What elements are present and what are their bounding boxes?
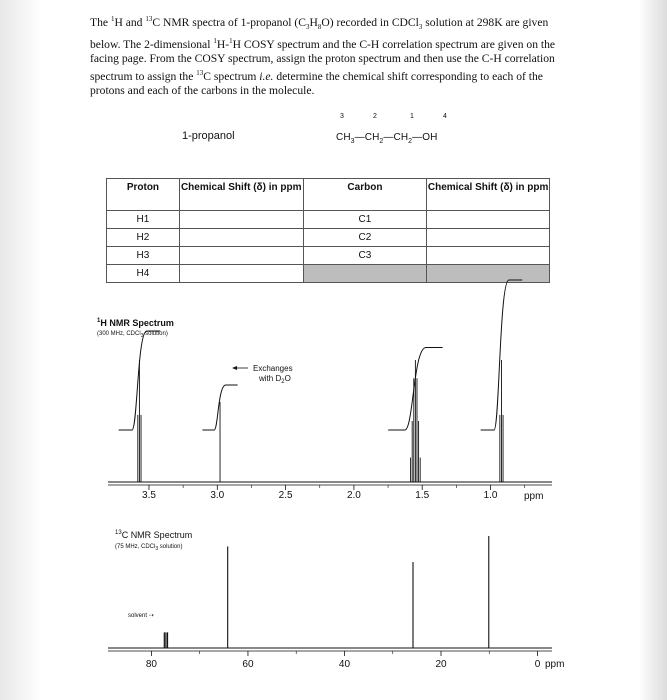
- molecule-formula: $CH_3—CH_2—CH_2—OH$: [336, 132, 438, 145]
- atom-number-3: 3: [340, 113, 344, 120]
- h-tick-label: 1.0: [483, 490, 498, 501]
- atom-number-2: 2: [373, 113, 377, 120]
- proton-cell: H3: [107, 247, 180, 265]
- h-tick-label: 2.0: [346, 490, 361, 501]
- proton-cell: H4: [107, 265, 180, 283]
- carbon-cell: C2: [303, 229, 427, 247]
- arrow-icon: ⇢: [148, 613, 154, 619]
- atom-number-1: 1: [410, 113, 414, 120]
- header-proton: Proton: [107, 179, 180, 211]
- c-nmr-axis: [108, 648, 564, 670]
- c-tick-label: 80: [145, 659, 157, 670]
- h-axis-unit: ppm: [524, 491, 544, 502]
- carbon-cell: C3: [303, 247, 427, 265]
- atom-number-4: 4: [443, 113, 447, 120]
- intro-paragraph: The $^1$H and $^{13}$C NMR spectra of 1-propanol $(C_3H_8O)$ recorded in CDCl$_3$ solution at 298K are given below. The 2-dimensional $^1$H-$^1$H COSY spectrum and the C-H correlation spectrum are given on the facing page. From the COSY spectrum, assign the proton spectrum and then use the C-H correlation spectrum to assign the $^{13}$C spectrum i.e. determine the chemical shift corresponding to each of the protons and each of the carbons in the molecule.: [90, 15, 556, 97]
- annotation-line-2: with $D_2O$: [259, 374, 291, 385]
- h-nmr-integrals: [119, 280, 523, 430]
- c-tick-label: 20: [435, 659, 447, 670]
- c-tick-label: 0: [534, 659, 541, 670]
- header-carbon-shift: Chemical Shift (δ) in ppm: [427, 179, 550, 211]
- exchange-annotation: [232, 364, 293, 385]
- h-nmr-subtitle: (300 MHz, CDCl$_3$ solution): [97, 331, 168, 340]
- h-tick-label: 3.0: [210, 490, 225, 501]
- molecule-name: 1-propanol: [182, 130, 235, 142]
- h-nmr-peaks: [138, 360, 503, 482]
- h-tick-label: 3.5: [142, 490, 156, 501]
- h-tick-label: 1.5: [415, 490, 430, 501]
- c-nmr-subtitle: (75 MHz, CDCl$_3$ solution): [115, 544, 183, 553]
- c-tick-label: 60: [242, 659, 254, 670]
- h-nmr-axis: [108, 482, 552, 502]
- header-proton-shift: Chemical Shift (δ) in ppm: [179, 179, 303, 211]
- carbon-cell: C1: [303, 211, 427, 229]
- annotation-arrow-head: [232, 366, 237, 370]
- solvent-label: solvent ⇢: [128, 613, 154, 619]
- c-axis-unit: ppm: [545, 659, 565, 670]
- c-tick-label: 40: [338, 659, 351, 670]
- c-nmr-peaks: [164, 536, 488, 648]
- h-nmr-title: $^1$H NMR Spectrum: [97, 318, 174, 328]
- h-tick-label: 2.5: [278, 490, 293, 501]
- header-carbon: Carbon: [303, 179, 427, 211]
- proton-cell: H2: [107, 229, 180, 247]
- proton-cell: H1: [107, 211, 180, 229]
- annotation-line-1: Exchanges: [253, 364, 293, 373]
- c-nmr-title: $^{13}$C NMR Spectrum: [115, 530, 193, 540]
